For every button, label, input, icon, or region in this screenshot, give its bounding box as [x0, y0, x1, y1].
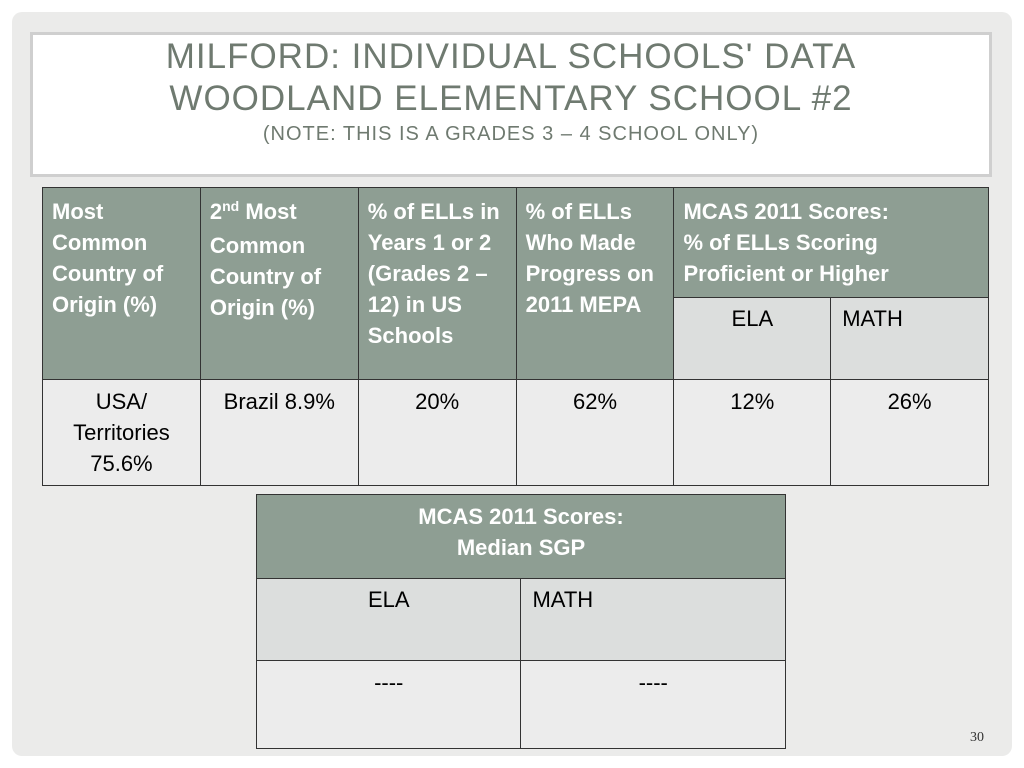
cell-country-1: USA/ Territories 75.6%: [43, 380, 201, 486]
header-second-sup: nd: [222, 198, 240, 214]
title-note: (NOTE: THIS IS A GRADES 3 – 4 SCHOOL ONLY): [262, 123, 760, 145]
header-years-1-2: % of ELLs in Years 1 or 2 (Grades 2 – 12) in US Schools: [358, 188, 516, 380]
title-inner: [43, 37, 979, 166]
title-line-1: MILFORD: INDIVIDUAL SCHOOLS' DATA: [165, 37, 857, 76]
title-box: [30, 32, 992, 177]
subheader-sgp-math: MATH: [521, 579, 786, 661]
subheader-math: MATH: [831, 298, 989, 380]
subheader-ela: ELA: [674, 298, 831, 380]
title-line-2: WOODLAND ELEMENTARY SCHOOL #2: [169, 79, 853, 118]
median-sgp-table: [256, 494, 786, 749]
header-median-sgp: MCAS 2011 Scores: Median SGP: [257, 495, 786, 579]
subheader-sgp-ela: ELA: [257, 579, 521, 661]
header-mepa-progress: % of ELLs Who Made Progress on 2011 MEPA: [516, 188, 674, 380]
cell-math-proficient: 26%: [831, 380, 989, 486]
cell-mepa-progress: 62%: [516, 380, 674, 486]
header-mcas-proficient: MCAS 2011 Scores: % of ELLs Scoring Proficient or Higher: [674, 188, 989, 298]
ell-data-table: [42, 187, 989, 486]
header-most-common-country: Most Common Country of Origin (%): [43, 188, 201, 380]
cell-country-2: Brazil 8.9%: [200, 380, 358, 486]
page-number: 30: [970, 730, 984, 745]
cell-years-1-2: 20%: [358, 380, 516, 486]
cell-ela-proficient: 12%: [674, 380, 831, 486]
cell-sgp-math: ----: [521, 661, 786, 749]
header-second-number: 2: [209, 199, 223, 224]
cell-sgp-ela: ----: [257, 661, 521, 749]
header-second-text: Most Common Country of Origin (%): [209, 199, 322, 320]
header-second-country: [200, 188, 358, 380]
